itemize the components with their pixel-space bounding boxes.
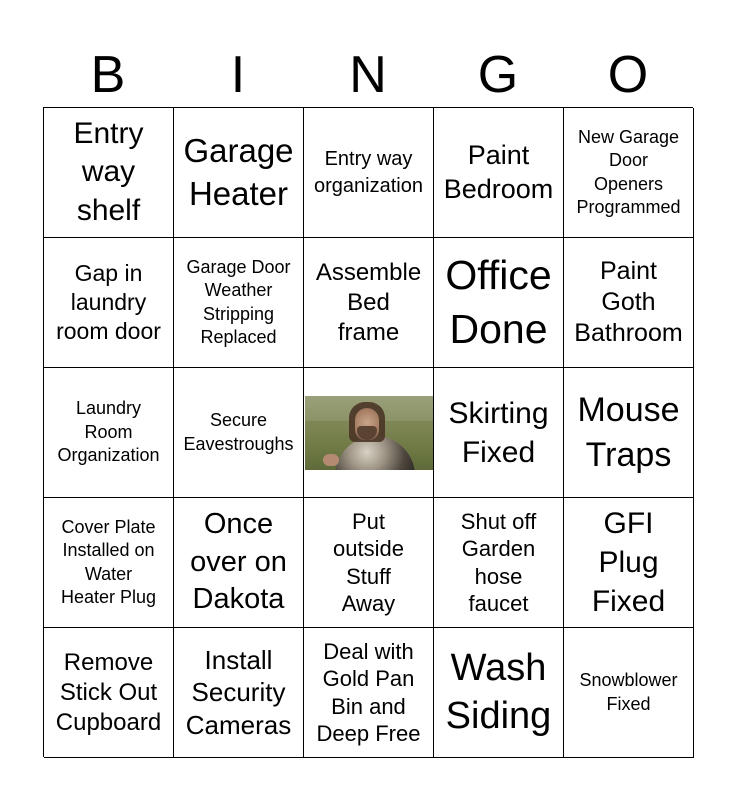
- cell-text: Entry way organization: [314, 147, 423, 197]
- cell-text: Put outside Stuff Away: [333, 508, 404, 616]
- bingo-cell[interactable]: [564, 628, 694, 758]
- bingo-cell[interactable]: [434, 368, 564, 498]
- cell-text: Mouse Traps: [577, 391, 680, 474]
- bingo-cell[interactable]: [564, 238, 694, 368]
- cell-text: Paint Bedroom: [443, 139, 554, 204]
- bingo-cell[interactable]: [304, 628, 434, 758]
- bingo-cell[interactable]: [44, 498, 174, 628]
- bingo-cell[interactable]: [434, 628, 564, 758]
- bingo-cell[interactable]: [174, 628, 304, 758]
- cell-text: Snowblower Fixed: [579, 670, 678, 714]
- cell-text: Paint Goth Bathroom: [574, 256, 683, 348]
- portrait-photo-icon: [305, 396, 433, 470]
- bingo-cell[interactable]: [174, 498, 304, 628]
- cell-text: Secure Eavestroughs: [183, 410, 294, 454]
- cell-text: Deal with Gold Pan Bin and Deep Free: [316, 638, 421, 746]
- bingo-cell[interactable]: [564, 108, 694, 238]
- cell-text: Remove Stick Out Cupboard: [55, 648, 162, 736]
- cell-text: Shut off Garden hose faucet: [460, 508, 537, 616]
- bingo-cell[interactable]: [434, 108, 564, 238]
- bingo-cell[interactable]: [174, 238, 304, 368]
- bingo-cell[interactable]: [304, 108, 434, 238]
- free-space[interactable]: [304, 368, 434, 498]
- bingo-cell[interactable]: [434, 498, 564, 628]
- bingo-cell[interactable]: [434, 238, 564, 368]
- bingo-cell[interactable]: [174, 368, 304, 498]
- bingo-cell[interactable]: [564, 368, 694, 498]
- cell-text: Office Done: [445, 252, 552, 352]
- cell-text: Wash Siding: [445, 647, 552, 737]
- bingo-board: [43, 107, 693, 757]
- cell-text: GFI Plug Fixed: [591, 507, 666, 618]
- bingo-cell[interactable]: [304, 238, 434, 368]
- bingo-cell[interactable]: [564, 498, 694, 628]
- bingo-cell[interactable]: [44, 368, 174, 498]
- bingo-cell[interactable]: [44, 108, 174, 238]
- cell-text: Install Security Cameras: [185, 644, 292, 740]
- header-letter-i: I: [230, 46, 246, 104]
- cell-text: Laundry Room Organization: [57, 398, 160, 466]
- header-letter-n: N: [349, 46, 387, 104]
- bingo-cell[interactable]: [304, 498, 434, 628]
- cell-text: Entry way shelf: [73, 116, 144, 227]
- cell-text: Gap in laundry room door: [56, 260, 161, 344]
- cell-text: Skirting Fixed: [448, 396, 549, 469]
- cell-text: Garage Door Weather Stripping Replaced: [186, 256, 291, 347]
- cell-text: Assemble Bed frame: [315, 258, 422, 346]
- bingo-header: [43, 44, 693, 106]
- header-letter-o: O: [607, 46, 649, 104]
- cell-text: Garage Heater: [183, 131, 294, 212]
- cell-text: Cover Plate Installed on Water Heater Plug: [60, 516, 157, 607]
- header-letter-b: B: [90, 46, 126, 104]
- header-letter-g: G: [477, 46, 519, 104]
- cell-text: Once over on Dakota: [190, 507, 287, 616]
- bingo-cell[interactable]: [44, 628, 174, 758]
- cell-text: New Garage Door Openers Programmed: [576, 126, 681, 217]
- bingo-cell[interactable]: [174, 108, 304, 238]
- bingo-cell[interactable]: [44, 238, 174, 368]
